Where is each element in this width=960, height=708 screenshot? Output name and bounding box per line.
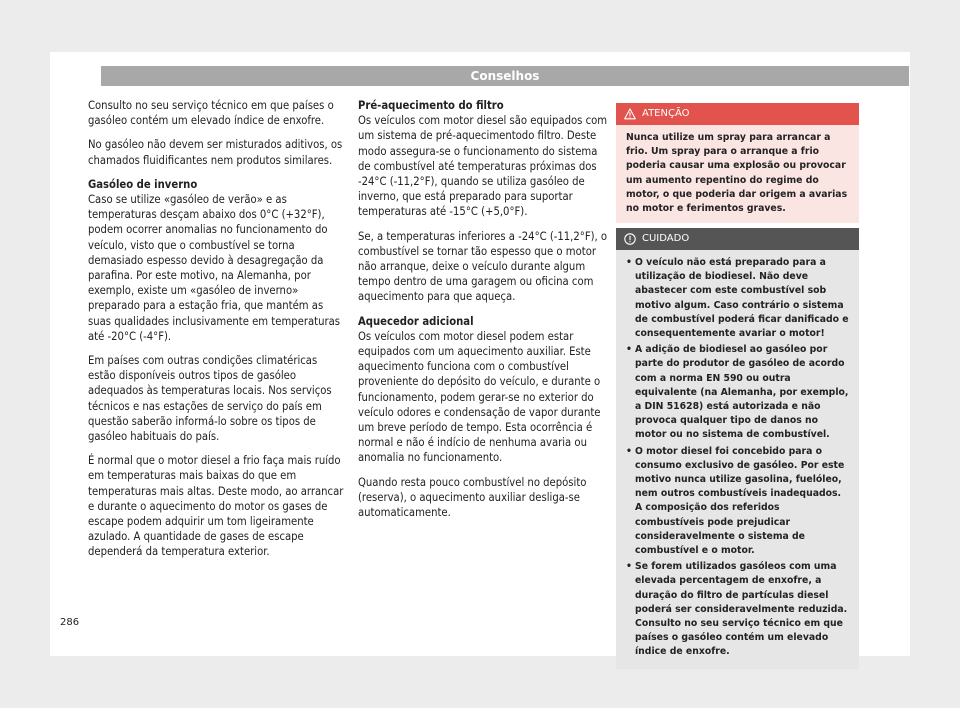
page-number: 286 [60, 617, 80, 628]
section-heading: Gasóleo de inverno [88, 177, 198, 191]
paragraph: Quando resta pouco combustível no depósito (reserva), o aquecimento auxiliar desliga-se automaticamente. [358, 475, 587, 520]
caution-header [616, 228, 859, 250]
paragraph: Em países com outras condições climatéricas estão disponíveis outros tipos de gasóleo adequados às temperaturas locais. Nos serviços técnicos e nas estações de serviço do país em questão saberão informá-lo sobre os tipos de gasóleo habituais do país. [88, 354, 332, 444]
paragraph: Os veículos com motor diesel podem estar equipados com um aquecimento auxiliar. Este aquecimento funciona com o combustível proveniente do depósito do veículo, e durante o funcionamento, podem gerar-se no exterior do veículo odores e condensação de vapor durante um breve período de tempo. Esta ocorrência é normal e não é indício de nenhuma avaria ou anomalia no funcionamento. [358, 329, 601, 465]
warning-text: Nunca utilize um spray para arrancar a frio. Um spray para o arranque a frio poderia causar uma explosão ou provocar um aumento repentino do regime do motor, o que poderia dar origem a avarias no motor e ferimentos graves. [616, 125, 859, 223]
section-heading: Pré-aquecimento do filtro [358, 99, 504, 112]
caution-item: • A adição de biodiesel ao gasóleo por parte do produtor de gasóleo de acordo com a norma EN 590 ou outra equivalente (na Alemanha, por exemplo, a DIN 51628) está autorizada e não provoca qualquer tipo de danos no motor ou no sistema de combustível. [626, 343, 851, 442]
paragraph: Caso se utilize «gasóleo de verão» e as temperaturas desçam abaixo dos 0°C (+32°F), podem ocorrer anomalias no funcionamento do veículo, visto que o combustível se torna demasiado espesso devido à desagregação da parafina. Por este motivo, na Alemanha, por exemplo, existe um «gasóleo de inverno» preparado para a estação fria, que mantém as suas qualidades inclusivamente em temperaturas até -20°C (-4°F). [88, 193, 341, 343]
manual-page [50, 52, 910, 656]
paragraph: Se, a temperaturas inferiores a -24°C (-11,2°F), o combustível se tornar tão espesso que o motor não arranque, deixe o veículo durante algum tempo dentro de uma garagem ou oficina com aquecimento para que aqueça. [358, 229, 608, 304]
caution-body [616, 250, 859, 669]
warning-header [616, 103, 859, 125]
caution-item: • Se forem utilizados gasóleos com uma elevada percentagem de enxofre, a duração do filtro de partículas diesel poderá ser consideravelmente reduzida. Consulto no seu serviço técnico em que países o gasóleo contém um elevado índice de enxofre. [626, 560, 851, 659]
text-column-left [88, 98, 344, 569]
caution-item: • O motor diesel foi concebido para o consumo exclusivo de gasóleo. Por este motivo nunca utilize gasolina, fuelóleo, nem outros combustíveis inadequados. A composição dos referidos combustíveis pode prejudicar consideravelmente o sistema de combustível e o motor. [626, 445, 851, 559]
caution-title: CUIDADO [642, 233, 690, 244]
warning-triangle-icon [624, 108, 636, 120]
section-heading: Aquecedor adicional [358, 314, 474, 328]
paragraph: No gasóleo não devem ser misturados aditivos, os chamados fluidificantes nem produtos similares. [88, 138, 343, 167]
section-header: Conselhos [101, 66, 909, 86]
caution-item: • O veículo não está preparado para a utilização de biodiesel. Não deve abastecer com este combustível sob motivo algum. Caso contrário o sistema de combustível poderá ficar danificado e consequentemente avariar o motor! [626, 256, 851, 341]
text-column-middle [358, 98, 608, 529]
warning-box [616, 103, 859, 223]
paragraph: Os veículos com motor diesel são equipados com um sistema de pré-aquecimentodo filtro. Deste modo assegura-se o funcionamento do sistema de combustível até temperaturas próximas dos -24°C (-11,2°F), quando se utiliza gasóleo de inverno, que está preparado para suportar temperaturas até -15°C (+5,0°F). [358, 114, 608, 219]
warning-title: ATENÇÃO [642, 108, 690, 119]
caution-box [616, 228, 859, 669]
paragraph: É normal que o motor diesel a frio faça mais ruído em temperaturas mais baixas do que em temperaturas mais altas. Deste modo, ao arrancar e durante o aquecimento do motor os gases de escape podem adquirir um tom ligeiramente azulado. A quantidade de gases de escape dependerá da temperatura exterior. [88, 454, 344, 559]
paragraph: Consulto no seu serviço técnico em que países o gasóleo contém um elevado índice de enxofre. [88, 99, 334, 128]
info-circle-icon [624, 233, 636, 245]
